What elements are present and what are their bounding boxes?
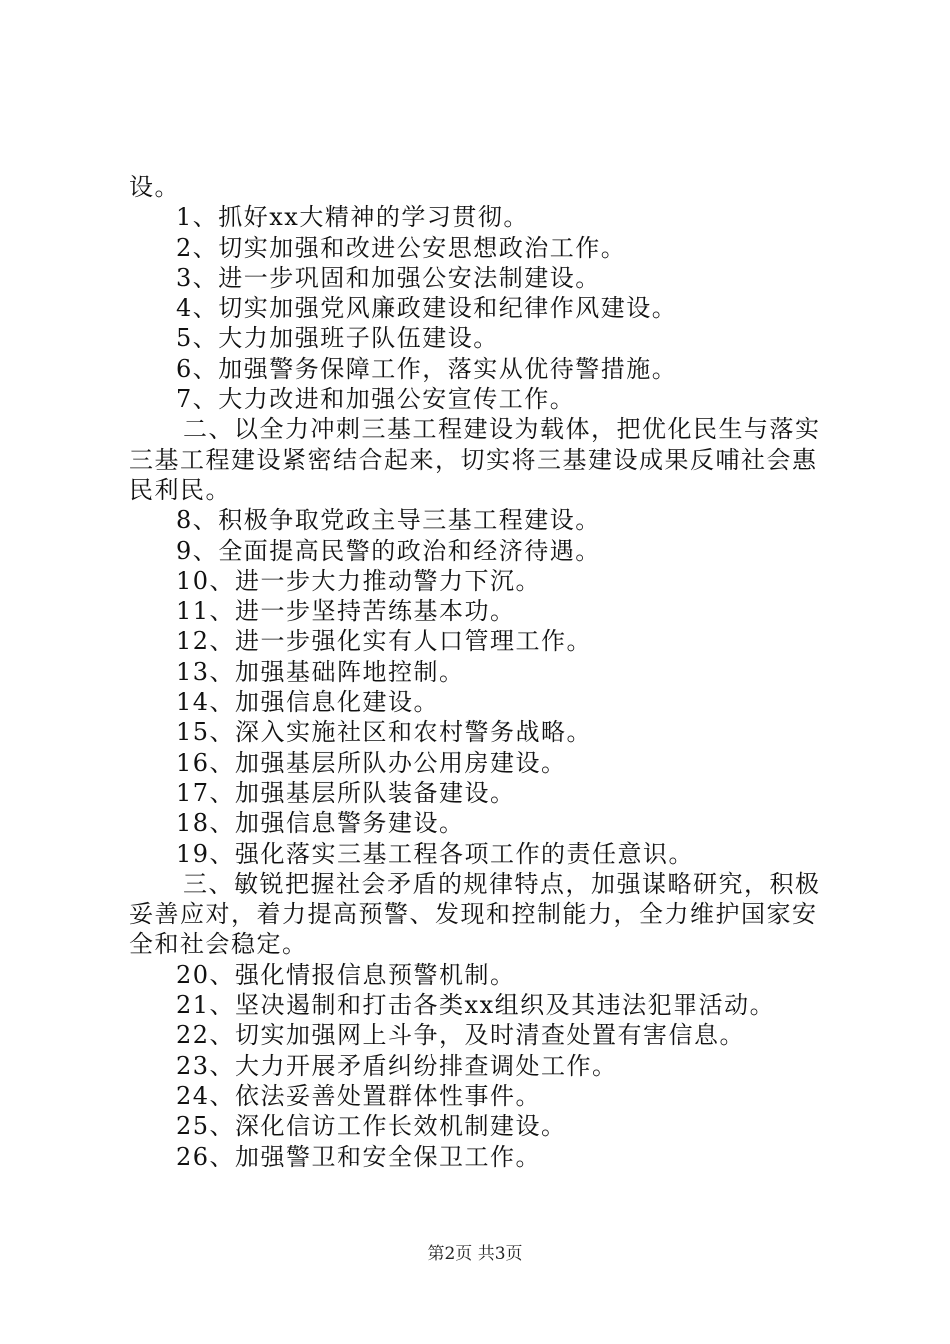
text-line: 三基工程建设紧密结合起来，切实将三基建设成果反哺社会惠 bbox=[129, 445, 818, 474]
list-item: 20、强化情报信息预警机制。 bbox=[176, 960, 516, 989]
list-item: 6、加强警务保障工作，落实从优待警措施。 bbox=[176, 354, 678, 383]
section-heading: 二、以全力冲刺三基工程建设为载体，把优化民生与落实 bbox=[183, 415, 821, 444]
list-item: 10、进一步大力推动警力下沉。 bbox=[176, 566, 542, 595]
list-item: 12、进一步强化实有人口管理工作。 bbox=[176, 627, 593, 656]
page-footer: 第2页 共3页 bbox=[427, 1244, 523, 1264]
list-item: 21、坚决遏制和打击各类xx组织及其违法犯罪活动。 bbox=[176, 991, 776, 1020]
text-line: 民利民。 bbox=[129, 475, 231, 504]
list-item: 19、强化落实三基工程各项工作的责任意识。 bbox=[176, 839, 695, 868]
document-body bbox=[129, 172, 835, 1172]
list-item: 18、加强信息警务建设。 bbox=[176, 809, 465, 838]
list-item: 8、积极争取党政主导三基工程建设。 bbox=[176, 506, 601, 535]
text-line: 妥善应对，着力提高预警、发现和控制能力，全力维护国家安 bbox=[129, 900, 818, 929]
list-item: 4、切实加强党风廉政建设和纪律作风建设。 bbox=[176, 294, 678, 323]
text-line: 全和社会稳定。 bbox=[129, 930, 308, 959]
list-item: 5、大力加强班子队伍建设。 bbox=[176, 324, 499, 353]
list-item: 26、加强警卫和安全保卫工作。 bbox=[176, 1142, 542, 1171]
list-item: 7、大力改进和加强公安宣传工作。 bbox=[176, 385, 576, 414]
list-item: 14、加强信息化建设。 bbox=[176, 688, 440, 717]
list-item: 24、依法妥善处置群体性事件。 bbox=[176, 1081, 542, 1110]
list-item: 23、大力开展矛盾纠纷排查调处工作。 bbox=[176, 1051, 618, 1080]
list-item: 1、抓好xx大精神的学习贯彻。 bbox=[176, 203, 529, 232]
list-item: 11、进一步坚持苦练基本功。 bbox=[176, 597, 516, 626]
list-item: 3、进一步巩固和加强公安法制建设。 bbox=[176, 263, 601, 292]
list-item: 15、深入实施社区和农村警务战略。 bbox=[176, 718, 593, 747]
section-heading: 三、敏锐把握社会矛盾的规律特点，加强谋略研究，积极 bbox=[183, 869, 821, 898]
list-item: 16、加强基层所队办公用房建设。 bbox=[176, 748, 567, 777]
list-item: 22、切实加强网上斗争，及时清查处置有害信息。 bbox=[176, 1021, 746, 1050]
text-line: 设。 bbox=[129, 173, 180, 201]
list-item: 2、切实加强和改进公安思想政治工作。 bbox=[176, 233, 627, 262]
list-item: 17、加强基层所队装备建设。 bbox=[176, 778, 516, 807]
list-item: 25、深化信访工作长效机制建设。 bbox=[176, 1112, 567, 1141]
list-item: 13、加强基础阵地控制。 bbox=[176, 657, 465, 686]
list-item: 9、全面提高民警的政治和经济待遇。 bbox=[176, 536, 601, 565]
